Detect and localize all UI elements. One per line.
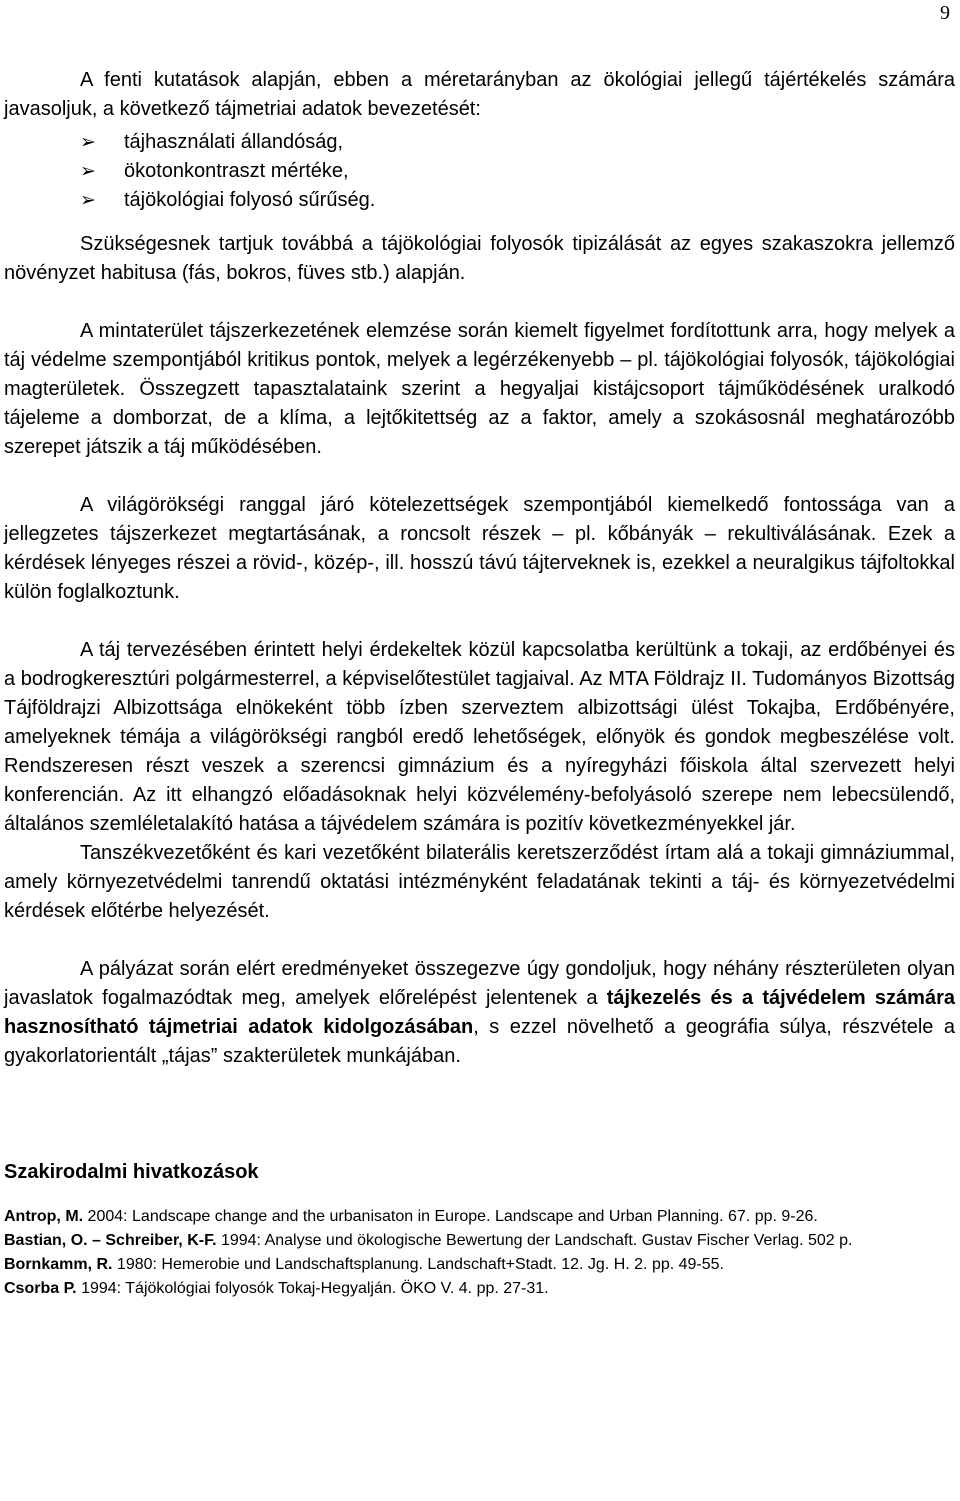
list-item: [80, 157, 955, 186]
paragraph-conclusion: [4, 955, 955, 1071]
paragraph-stakeholders: A táj tervezésében érintett helyi érdekeltek közül kapcsolatba kerültünk a tokaji, az erdőbényei és a bodrogkeresztúri polgármesterrel, a képviselőtestület tagjaival. Az MTA Földrajz II. Tudományos Bizottság Tájföldrajzi Albizottsága elnökeként több ízben szerveztem albizottsági ülést Tokajba, Erdőbényére, amelyeknek témája a világörökségi rangból eredő lehetőségek, előnyök és gondok megbeszélése volt. Rendszeresen részt veszek a szerencsi gimnázium és a nyíregyházi főiskola által szervezett helyi konferencián. Az itt elhangzó előadásoknak helyi közvélemény-befolyásoló szerepe nem lebecsülendő, általános szemléletalakító hatása a tájvédelem számára is pozitív következményekkel jár.: [4, 639, 955, 835]
reference-item: [4, 1229, 955, 1253]
references-list: [4, 1205, 955, 1301]
reference-author: Bornkamm, R.: [4, 1256, 113, 1273]
reference-text: 2004: Landscape change and the urbanisaton in Europe. Landscape and Urban Planning. 67. pp. 9-26.: [83, 1208, 818, 1225]
page-number: 9: [940, 2, 950, 24]
arrow-bullet-icon: ➢: [80, 161, 96, 182]
reference-author: Bastian, O. – Schreiber, K-F.: [4, 1232, 217, 1249]
paragraph-corridors: Szükségesnek tartjuk továbbá a tájökológiai folyosók tipizálását az egyes szakaszokra jellemző növényzet habitusa (fás, bokros, füves stb.) alapján.: [4, 233, 955, 284]
arrow-bullet-icon: ➢: [80, 132, 96, 153]
reference-item: [4, 1205, 955, 1229]
reference-text: 1994: Tájökológiai folyosók Tokaj-Hegyalján. ÖKO V. 4. pp. 27-31.: [76, 1280, 549, 1297]
list-item: [80, 186, 955, 215]
list-item-text: ökotonkontraszt mértéke,: [124, 160, 349, 182]
conclusion-text-start: A pályázat során elért eredményeket összegezve úgy gondoljuk, hogy néhány részterületen olyan javaslatok fogalmazódtak meg, amelyek előrelépést jelentenek a: [4, 958, 955, 1009]
reference-author: Antrop, M.: [4, 1208, 84, 1225]
conclusion-text-bold: tájkezelés és a tájvédelem számára hasznosítható tájmetriai adatok kidolgozásában: [4, 987, 955, 1038]
conclusion-text-end: , s ezzel növelhető a geográfia súlya, részvétele a gyakorlatorientált „tájas” szakterületek munkájában.: [4, 1016, 955, 1067]
paragraph-agreement: Tanszékvezetőként és kari vezetőként bilaterális keretszerződést írtam alá a tokaji gimnáziummal, amely környezetvédelmi tanrendű oktatási intézményként feladatának tekinti a táj- és környezetvédelmi kérdések előtérbe helyezését.: [4, 842, 955, 922]
paragraph-structure: A mintaterület tájszerkezetének elemzése során kiemelt figyelmet fordítottunk arra, hogy melyek a táj védelme szempontjából kritikus pontok, melyek a legérzékenyebb – pl. tájökológiai folyosók, tájökológiai magterületek. Összegzett tapasztalataink szerint a hegyaljai kistájcsoport tájműködésének uralkodó tájeleme a domborzat, de a klíma, a lejtőkitettség az a faktor, amely a szokásosnál meghatározóbb szerepet játszik a táj működésében.: [4, 320, 955, 458]
list-item: [80, 128, 955, 157]
list-item-text: tájökológiai folyosó sűrűség.: [124, 189, 376, 211]
bullet-list: [4, 128, 955, 215]
reference-item: [4, 1253, 955, 1277]
reference-item: [4, 1277, 955, 1301]
reference-text: 1980: Hemerobie und Landschaftsplanung. Landschaft+Stadt. 12. Jg. H. 2. pp. 49-55.: [112, 1256, 724, 1273]
arrow-bullet-icon: ➢: [80, 190, 96, 211]
reference-text: 1994: Analyse und ökologische Bewertung der Landschaft. Gustav Fischer Verlag. 502 p.: [216, 1232, 853, 1249]
list-item-text: tájhasználati állandóság,: [124, 131, 344, 153]
paragraph-heritage: A világörökségi ranggal járó kötelezettségek szempontjából kiemelkedő fontossága van a jellegzetes tájszerkezet megtartásának, a roncsolt részek – pl. kőbányák – rekultiválásának. Ezek a kérdések lényeges részei a rövid-, közép-, ill. hosszú távú tájterveknek is, ezekkel a neuralgikus tájfoltokkal külön foglalkoztunk.: [4, 494, 955, 603]
reference-author: Csorba P.: [4, 1280, 77, 1297]
document-body: [4, 66, 955, 1301]
references-heading: Szakirodalmi hivatkozások: [4, 1161, 259, 1183]
paragraph-intro: A fenti kutatások alapján, ebben a méretarányban az ökológiai jellegű tájértékelés számára javasoljuk, a következő tájmetriai adatok bevezetését:: [4, 69, 955, 120]
